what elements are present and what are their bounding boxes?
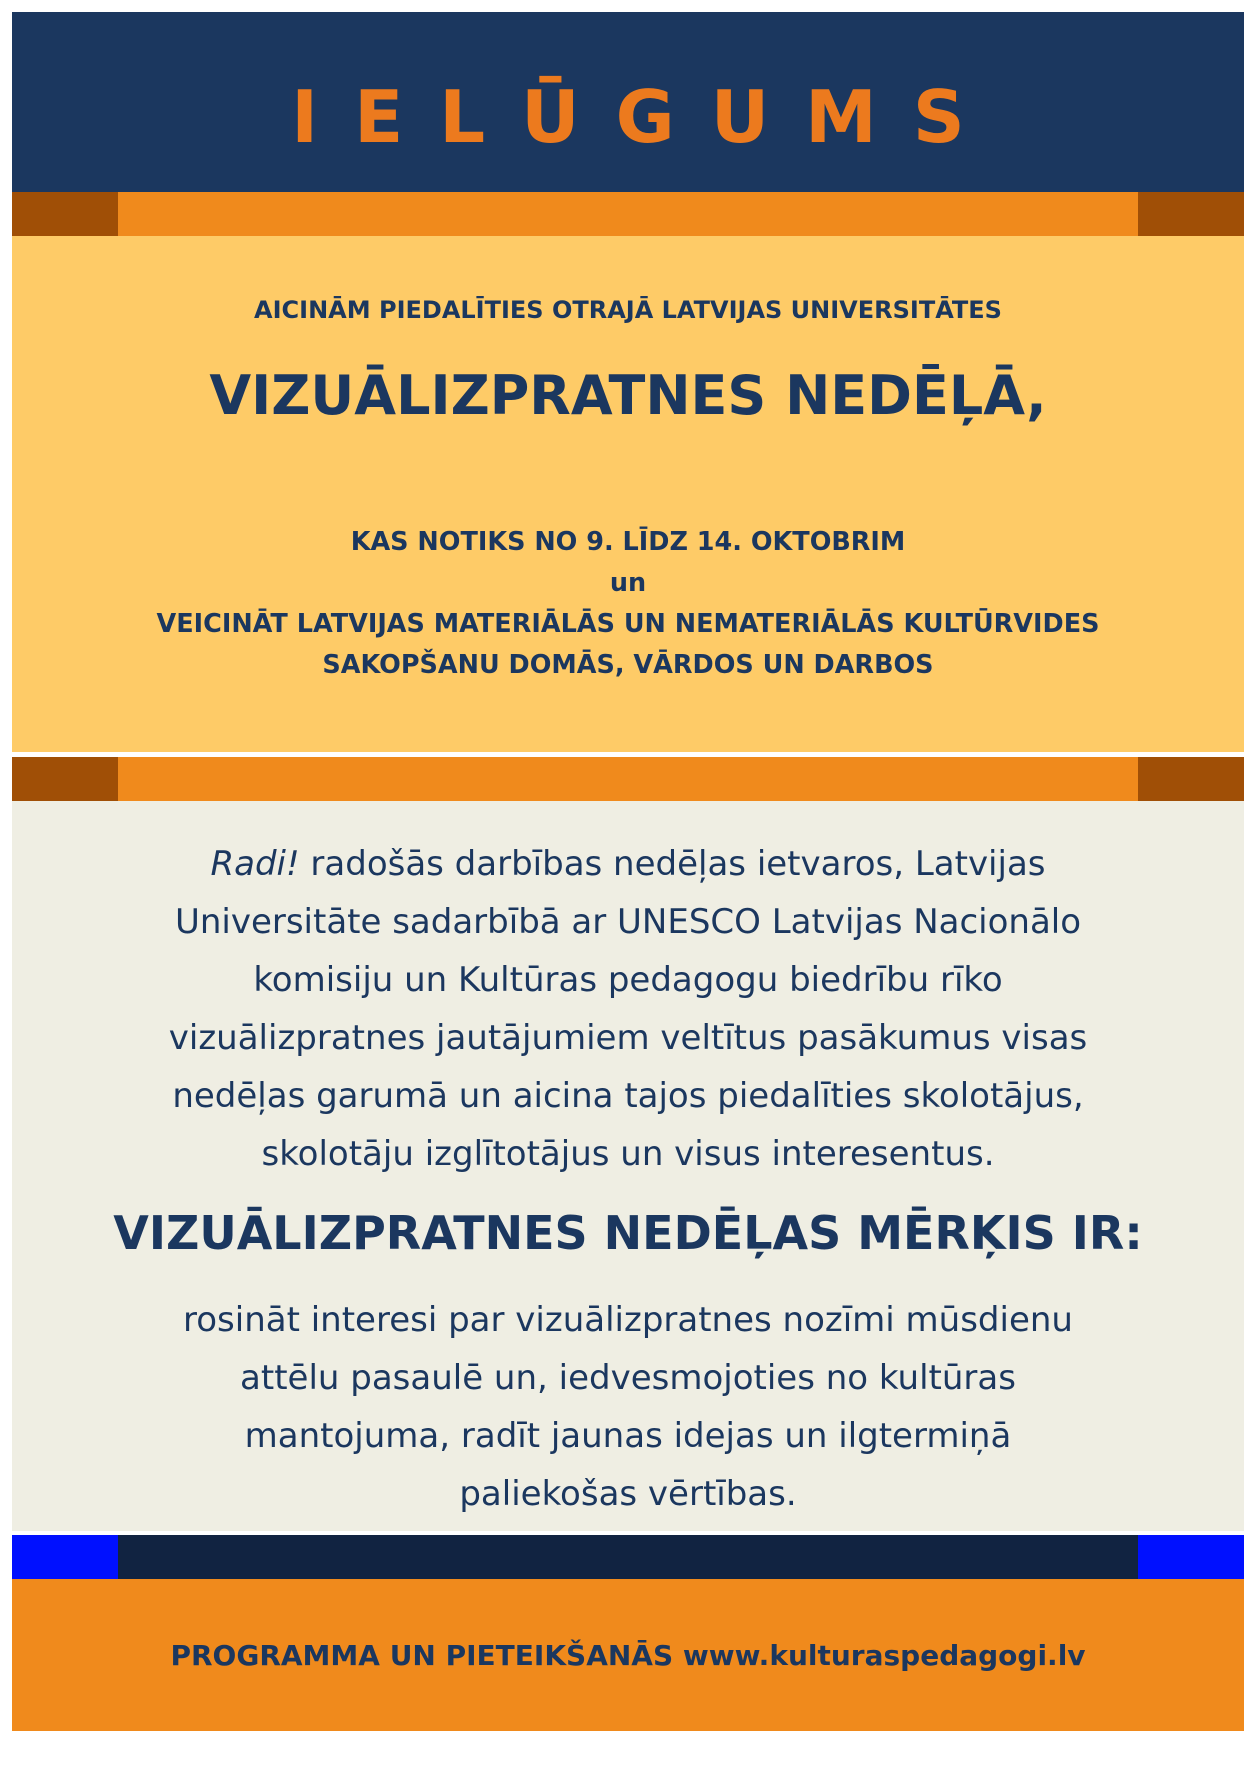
event-details [12, 522, 1244, 686]
invitation-panel [12, 236, 1244, 752]
radi-italic: Radi! [210, 844, 300, 884]
footer-banner [12, 1579, 1244, 1731]
description-paragraph [12, 835, 1244, 1183]
goal-text [12, 1291, 1244, 1523]
divider-cap-right [1138, 192, 1244, 236]
goal-line-3: mantojuma, radīt jaunas idejas un ilgtermiņā [244, 1416, 1012, 1456]
goal-line-2: attēlu pasaulē un, iedvesmojoties no kultūras [240, 1358, 1016, 1398]
header-banner [12, 12, 1244, 192]
divider-cap-left [12, 757, 118, 801]
goal-heading: VIZUĀLIZPRATNES NEDĒĻAS MĒRĶIS IR: [113, 1206, 1143, 1260]
divider-band-middle [12, 757, 1244, 801]
divider-cap-left [12, 1535, 118, 1579]
aim-line-1: VEICINĀT LATVIJAS MATERIĀLĀS UN NEMATERIĀLĀS KULTŪRVIDES [156, 609, 1100, 639]
event-name: VIZUĀLIZPRATNES NEDĒĻĀ, [209, 364, 1047, 427]
description-line-5: nedēļas garumā un aicina tajos piedalīties skolotājus, [172, 1076, 1084, 1116]
invitation-title: IELŪGUMS [291, 75, 1001, 159]
divider-cap-left [12, 192, 118, 236]
description-line-6: skolotāju izglītotājus un visus interesentus. [261, 1134, 995, 1174]
footer-text [170, 1639, 1085, 1672]
divider-cap-right [1138, 1535, 1244, 1579]
goal-line-4: paliekošas vērtības. [459, 1474, 797, 1514]
conjunction: un [609, 568, 647, 598]
description-line-1: Radi! radošās darbības nedēļas ietvaros, Latvijas [210, 844, 1046, 884]
event-dates: KAS NOTIKS NO 9. LĪDZ 14. OKTOBRIM [350, 527, 906, 557]
goal-line-1: rosināt interesi par vizuālizpratnes nozīmi mūsdienu [183, 1300, 1073, 1340]
intro-line: AICINĀM PIEDALĪTIES OTRAJĀ LATVIJAS UNIVERSITĀTES [254, 296, 1002, 324]
website-link[interactable]: www.kulturaspedagogi.lv [682, 1638, 1086, 1672]
description-panel [12, 801, 1244, 1531]
description-line-2: Universitāte sadarbībā ar UNESCO Latvijas Nacionālo [174, 902, 1082, 942]
aim-line-2: SAKOPŠANU DOMĀS, VĀRDOS UN DARBOS [322, 650, 934, 680]
divider-band-top [12, 192, 1244, 236]
description-line-3: komisiju un Kultūras pedagogu biedrību rīko [253, 960, 1003, 1000]
divider-band-bottom [12, 1535, 1244, 1579]
description-line-4: vizuālizpratnes jautājumiem veltītus pasākumus visas [168, 1018, 1088, 1058]
footer-label: PROGRAMMA UN PIETEIKŠANĀS [170, 1638, 683, 1672]
divider-cap-right [1138, 757, 1244, 801]
